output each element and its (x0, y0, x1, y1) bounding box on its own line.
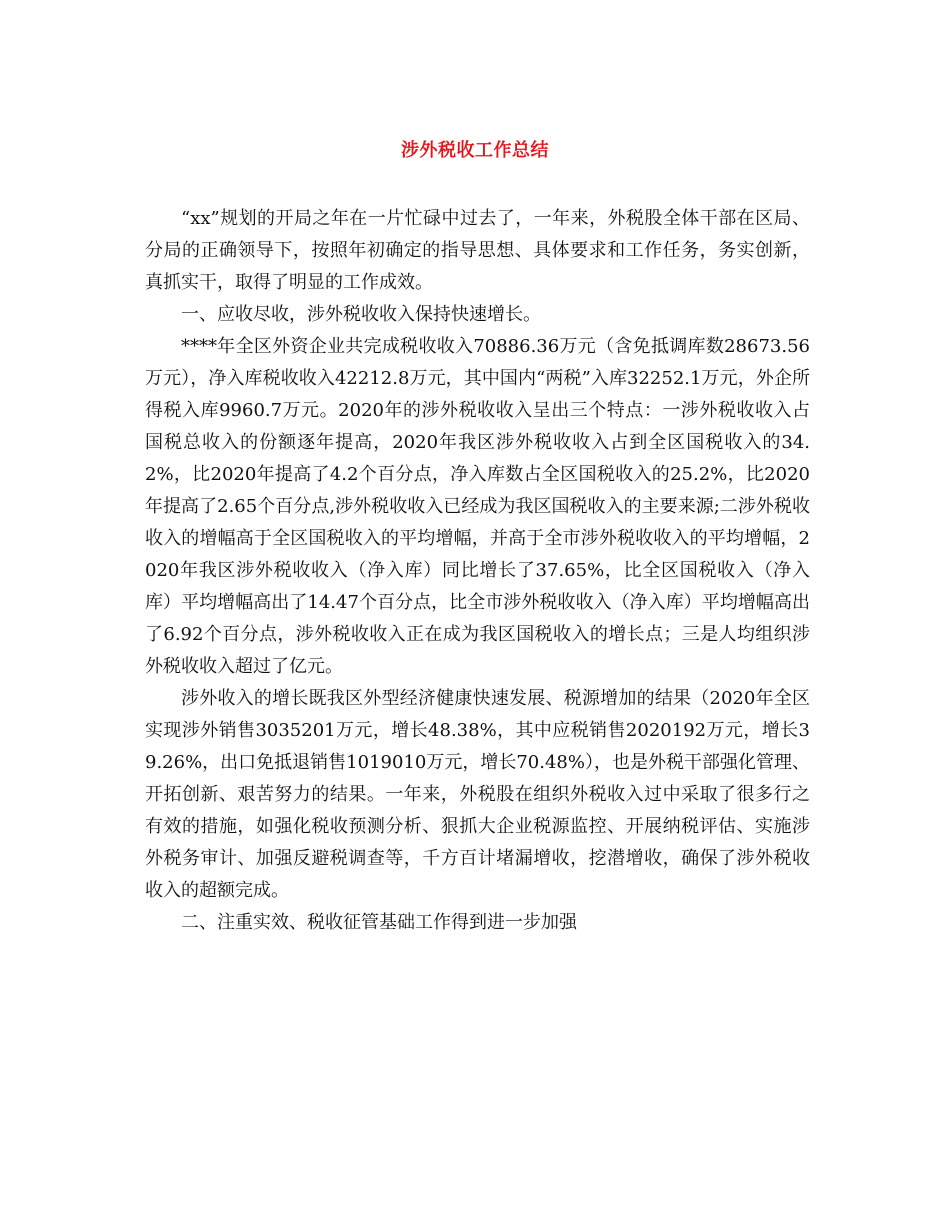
paragraph-revenue-stats: ****年全区外资企业共完成税收收入70886.36万元（含免抵调库数28673.56万元），净入库税收收入42212.8万元，其中国内“两税”入库32252.1万元，外企所得税入库9960.7万元。2020年的涉外税收收入呈出三个特点：一涉外税收收入占国税总收入的份额逐年提高，2020年我区涉外税收收入占到全区国税收入的34.2%，比2020年提高了4.2个百分点，净入库数占全区国税收入的25.2%，比2020年提高了2.65个百分点,涉外税收收入已经成为我区国税收入的主要来源;二涉外税收收入的增幅高于全区国税收入的平均增幅，并高于全市涉外税收收入的平均增幅，2020年我区涉外税收收入（净入库）同比增长了37.65%，比全区国税收入（净入库）平均增幅高出了14.47个百分点，比全市涉外税收收入（净入库）平均增幅高出了6.92个百分点，涉外税收收入正在成为我区国税收入的增长点；三是人均组织涉外税收收入超过了亿元。 (145, 336, 810, 677)
section-heading-2: 二、注重实效、税收征管基础工作得到进一步加强 (181, 912, 577, 933)
section-heading-1: 一、应收尽收，涉外税收收入保持快速增长。 (181, 304, 541, 325)
paragraph-intro: “xx”规划的开局之年在一片忙碌中过去了，一年来，外税股全体干部在区局、分局的正确领导下，按照年初确定的指导思想、具体要求和工作任务，务实创新，真抓实干，取得了明显的工作成效。 (145, 208, 810, 293)
document-body (145, 203, 810, 939)
document-title: 涉外税收工作总结 (401, 140, 549, 161)
paragraph-growth-reasons: 涉外收入的增长既我区外型经济健康快速发展、税源增加的结果（2020年全区实现涉外销售3035201万元，增长48.38%，其中应税销售2020192万元，增长39.26%，出口免抵退销售1019010万元，增长70.48%），也是外税干部强化管理、开拓创新、艰苦努力的结果。一年来，外税股在组织外税收入过中采取了很多行之有效的措施，如强化税收预测分析、狠抓大企业税源监控、开展纳税评估、实施涉外税务审计、加强反避税调查等，千方百计堵漏增收，挖潜增收，确保了涉外税收收入的超额完成。 (145, 688, 810, 901)
